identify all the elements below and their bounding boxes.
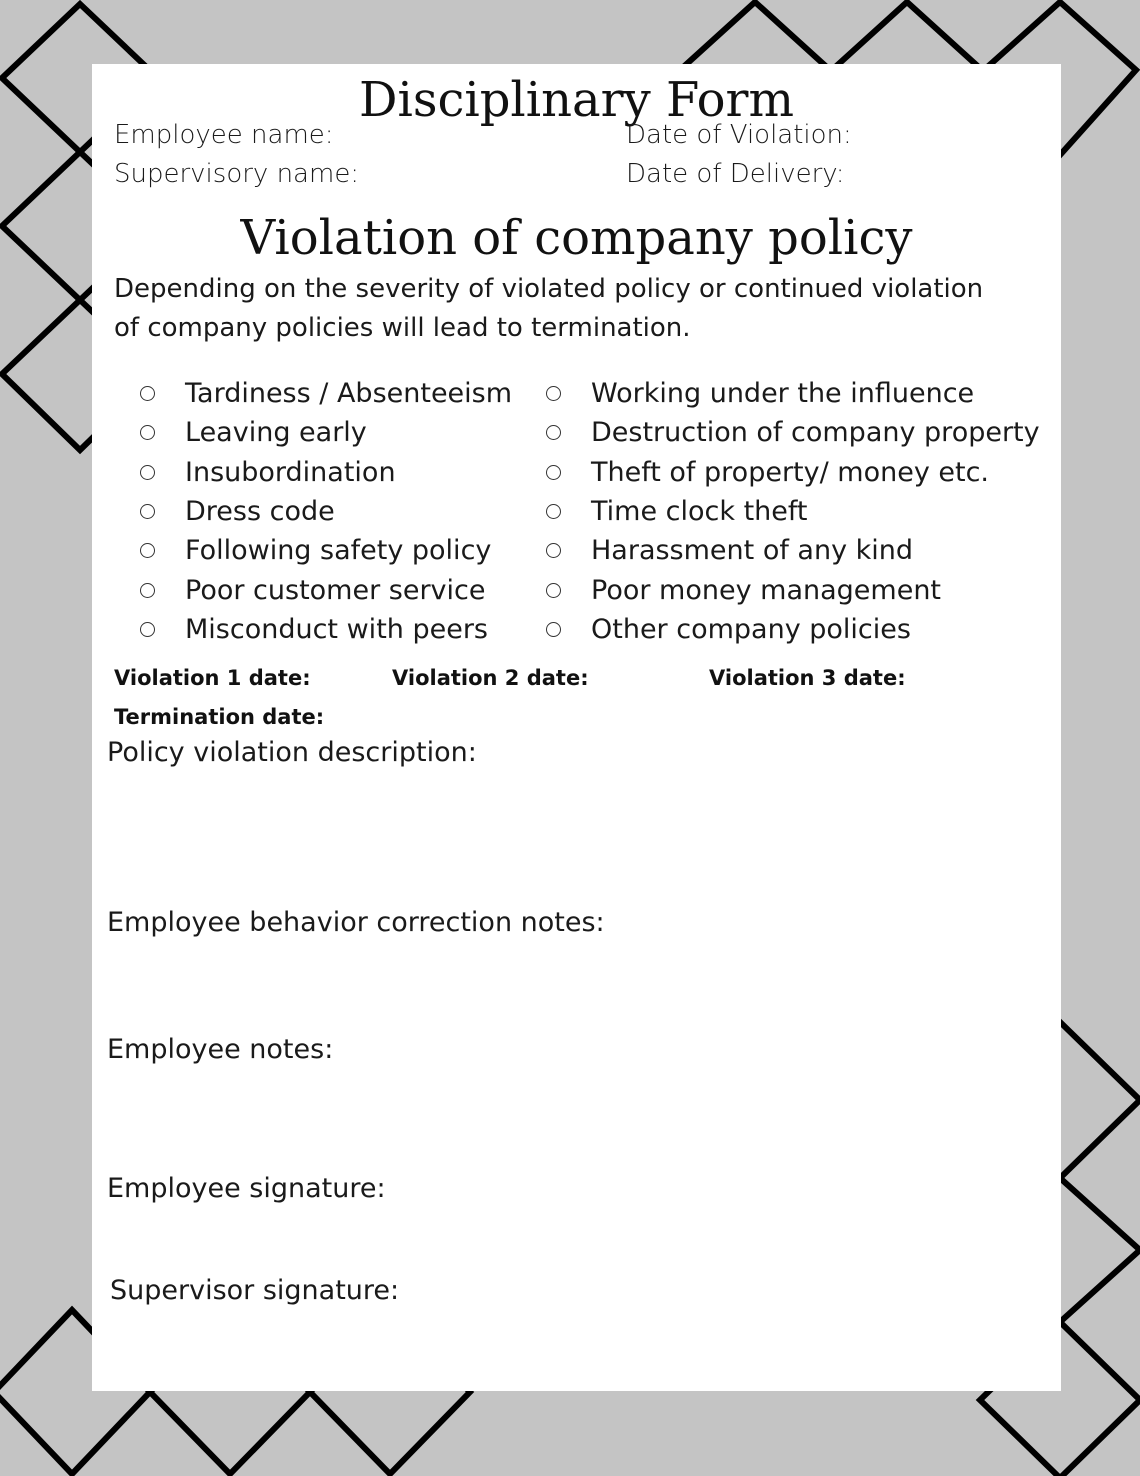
radio-button[interactable] [546, 425, 561, 440]
policy-intro: Depending on the severity of violated policy or continued violation of company policies will lead to termination. [114, 274, 984, 343]
radio-button[interactable] [140, 543, 155, 558]
option-label: Insubordination [185, 456, 396, 488]
option-item[interactable] [140, 374, 512, 413]
option-item[interactable] [546, 610, 1040, 649]
option-label: Tardiness / Absenteeism [185, 378, 513, 410]
option-item[interactable] [140, 570, 512, 609]
radio-button[interactable] [546, 504, 561, 519]
option-item[interactable] [140, 492, 512, 531]
option-item[interactable] [140, 531, 512, 570]
option-item[interactable] [140, 413, 512, 452]
option-label: Poor money management [591, 574, 942, 606]
option-item[interactable] [546, 570, 1040, 609]
radio-button[interactable] [140, 622, 155, 637]
employee-notes-label: Employee notes: [107, 1034, 334, 1065]
option-label: Theft of property/ money etc. [591, 456, 990, 488]
termination-date-label: Termination date: [114, 705, 325, 729]
violation-2-date-label: Violation 2 date: [392, 666, 589, 690]
employee-signature-label: Employee signature: [107, 1173, 386, 1204]
option-label: Following safety policy [185, 535, 492, 567]
option-label: Time clock theft [591, 496, 808, 528]
radio-button[interactable] [140, 425, 155, 440]
date-of-delivery-label: Date of Delivery: [626, 159, 845, 189]
radio-button[interactable] [546, 543, 561, 558]
form-title: Disciplinary Form [358, 72, 795, 128]
supervisory-name-label: Supervisory name: [114, 159, 360, 189]
radio-button[interactable] [546, 622, 561, 637]
option-item[interactable] [546, 492, 1040, 531]
option-label: Leaving early [185, 417, 367, 449]
radio-button[interactable] [546, 465, 561, 480]
policy-description-label: Policy violation description: [107, 737, 477, 768]
violation-3-date-label: Violation 3 date: [709, 666, 906, 690]
option-item[interactable] [546, 531, 1040, 570]
date-of-violation-label: Date of Violation: [626, 120, 852, 150]
option-label: Poor customer service [185, 574, 486, 606]
option-item[interactable] [140, 610, 512, 649]
right-options-list [546, 374, 1040, 649]
radio-button[interactable] [140, 465, 155, 480]
form-sheet [92, 64, 1061, 1391]
supervisor-signature-label: Supervisor signature: [110, 1275, 400, 1306]
option-label: Working under the influence [591, 378, 975, 410]
option-label: Destruction of company property [591, 417, 1040, 449]
option-item[interactable] [140, 453, 512, 492]
policy-heading: Violation of company policy [240, 210, 913, 266]
employee-name-label: Employee name: [114, 120, 334, 150]
option-label: Other company policies [591, 613, 911, 645]
option-label: Harassment of any kind [591, 535, 914, 567]
radio-button[interactable] [546, 583, 561, 598]
option-label: Dress code [185, 496, 335, 528]
violation-1-date-label: Violation 1 date: [114, 666, 311, 690]
left-options-list [140, 374, 512, 649]
option-label: Misconduct with peers [185, 613, 488, 645]
radio-button[interactable] [140, 504, 155, 519]
correction-notes-label: Employee behavior correction notes: [107, 907, 605, 938]
radio-button[interactable] [140, 386, 155, 401]
radio-button[interactable] [546, 386, 561, 401]
option-item[interactable] [546, 374, 1040, 413]
option-item[interactable] [546, 453, 1040, 492]
option-item[interactable] [546, 413, 1040, 452]
radio-button[interactable] [140, 583, 155, 598]
